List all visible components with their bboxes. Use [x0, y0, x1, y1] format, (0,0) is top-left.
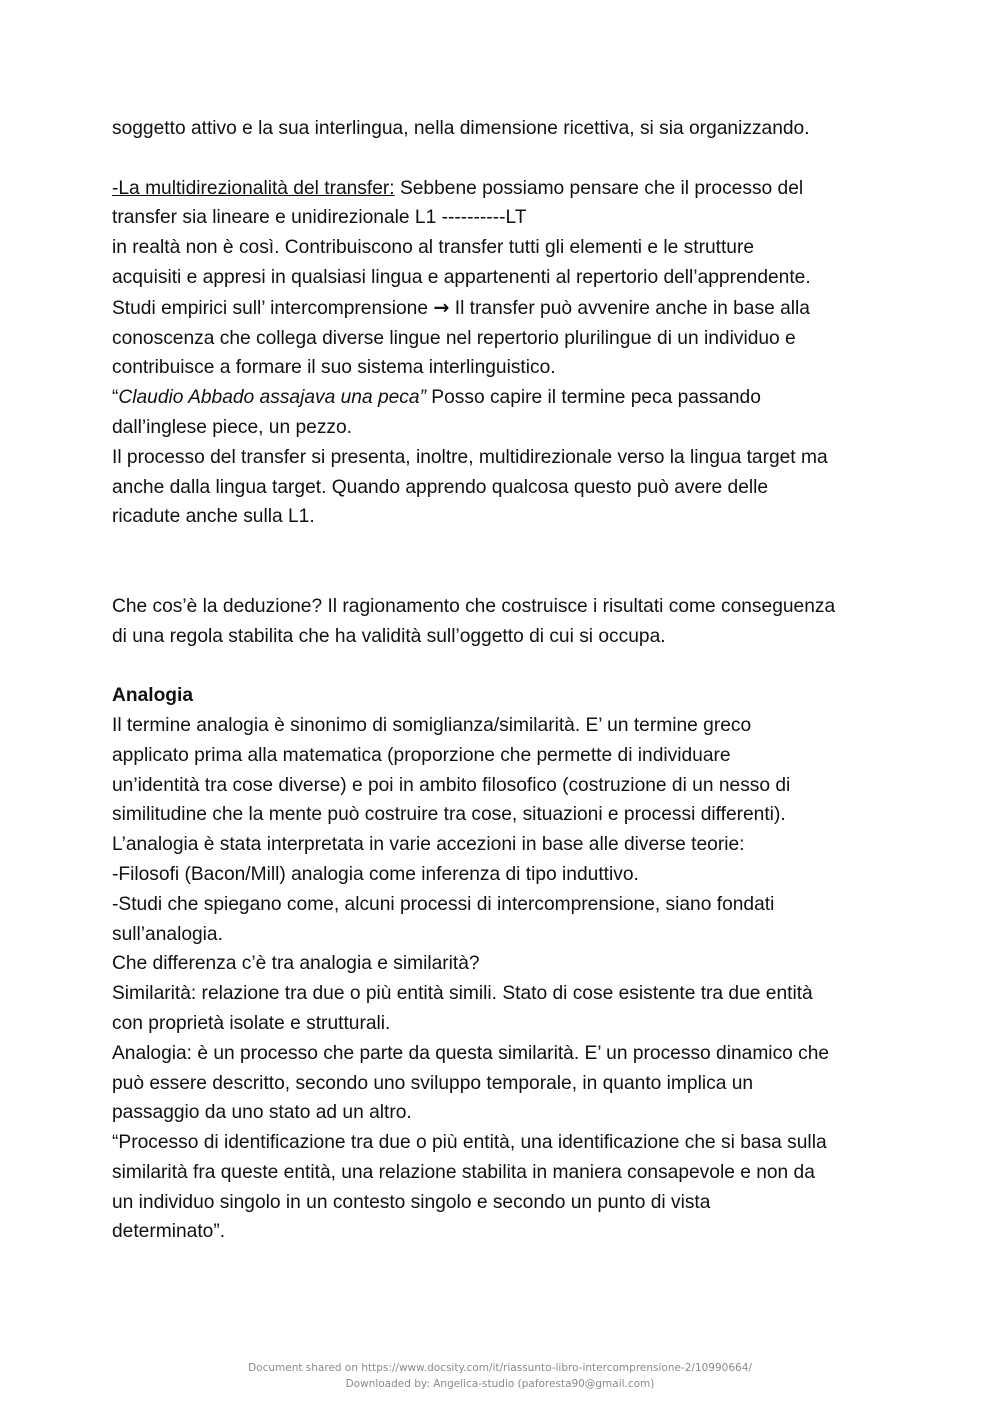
paragraph-line: con proprietà isolate e strutturali. [112, 1012, 391, 1034]
paragraph-line: un individuo singolo in un contesto singolo e secondo un punto di vista [112, 1191, 711, 1213]
paragraph-line: soggetto attivo e la sua interlingua, nella dimensione ricettiva, si sia organizzando. [112, 118, 810, 139]
paragraph-line: Similarità: relazione tra due o più entità simili. Stato di cose esistente tra due entità [112, 983, 813, 1005]
paragraph-line: può essere descritto, secondo uno sviluppo temporale, in quanto implica un [112, 1072, 754, 1094]
footer-shared-link[interactable]: Document shared on https://www.docsity.com/it/riassunto-libro-intercomprensione-2/10990664/ [248, 1362, 752, 1374]
paragraph-line [112, 293, 902, 324]
paragraph-line: in realtà non è così. Contribuiscono al transfer tutti gli elementi e le strutture [112, 237, 755, 259]
paragraph-line: acquisiti e appresi in qualsiasi lingua e appartenenti al repertorio dell’apprendente. [112, 266, 811, 288]
paragraph-line: transfer sia lineare e unidirezionale L1 ----------LT [112, 207, 527, 229]
blank-line [112, 144, 902, 174]
paragraph-line: contribuisce a formare il suo sistema interlinguistico. [112, 357, 556, 379]
paragraph-line: -Filosofi (Bacon/Mill) analogia come inferenza di tipo induttivo. [112, 863, 639, 885]
paragraph-line: conoscenza che collega diverse lingue nel repertorio plurilingue di un individuo e [112, 327, 796, 349]
paragraph-line [112, 174, 902, 204]
document-page [112, 114, 902, 1247]
paragraph-line: Il termine analogia è sinonimo di somiglianza/similarità. E’ un termine greco [112, 714, 752, 736]
paragraph-line: ricadute anche sulla L1. [112, 506, 315, 528]
paragraph-line: similitudine che la mente può costruire tra cose, situazioni e processi differenti). [112, 804, 786, 826]
footer-downloaded-by: Downloaded by: Angelica-studio (paforesta90@gmail.com) [345, 1378, 655, 1390]
blank-line [112, 651, 902, 681]
blank-line [112, 562, 902, 592]
blank-line [112, 532, 902, 562]
paragraph-line: passaggio da uno stato ad un altro. [112, 1102, 412, 1124]
page-footer [0, 1360, 1000, 1392]
paragraph-line: Il processo del transfer si presenta, inoltre, multidirezionale verso la lingua target ma [112, 446, 828, 468]
arrow-right-icon: → [433, 295, 450, 319]
paragraph-line [112, 383, 902, 413]
paragraph-text: Il transfer può avvenire anche in base alla [449, 297, 810, 319]
quote-mark: “ [112, 387, 119, 409]
paragraph-line: di una regola stabilita che ha validità sull’oggetto di cui si occupa. [112, 625, 666, 647]
section-heading-underlined: -La multidirezionalità del transfer: [112, 177, 395, 199]
paragraph-line: “Processo di identificazione tra due o più entità, una identificazione che si basa sulla [112, 1132, 827, 1154]
paragraph-line: determinato”. [112, 1221, 226, 1243]
paragraph-line: anche dalla lingua target. Quando apprendo qualcosa questo può avere delle [112, 476, 769, 498]
paragraph-line: -Studi che spiegano come, alcuni processi di intercomprensione, siano fondati [112, 893, 775, 915]
paragraph-line: un’identità tra cose diverse) e poi in ambito filosofico (costruzione di un nesso di [112, 774, 791, 796]
paragraph-text: Studi empirici sull’ intercomprensione [112, 297, 434, 319]
paragraph-text: Sebbene possiamo pensare che il processo del [394, 177, 804, 199]
paragraph-line: applicato prima alla matematica (proporzione che permette di individuare [112, 744, 731, 766]
paragraph-line: sull’analogia. [112, 923, 223, 945]
paragraph-line: Analogia: è un processo che parte da questa similarità. E’ un processo dinamico che [112, 1042, 830, 1064]
paragraph-line: L’analogia è stata interpretata in varie accezioni in base alle diverse teorie: [112, 834, 745, 856]
paragraph-line: Che differenza c’è tra analogia e similarità? [112, 953, 480, 975]
italic-example: Claudio Abbado assajava una peca” [118, 387, 426, 409]
paragraph-line: similarità fra queste entità, una relazione stabilita in maniera consapevole e non da [112, 1161, 815, 1183]
paragraph-line: Che cos’è la deduzione? Il ragionamento che costruisce i risultati come conseguenza [112, 595, 836, 617]
section-heading: Analogia [112, 685, 194, 707]
paragraph-line: dall’inglese piece, un pezzo. [112, 416, 353, 438]
paragraph-text: Posso capire il termine peca passando [425, 387, 761, 409]
